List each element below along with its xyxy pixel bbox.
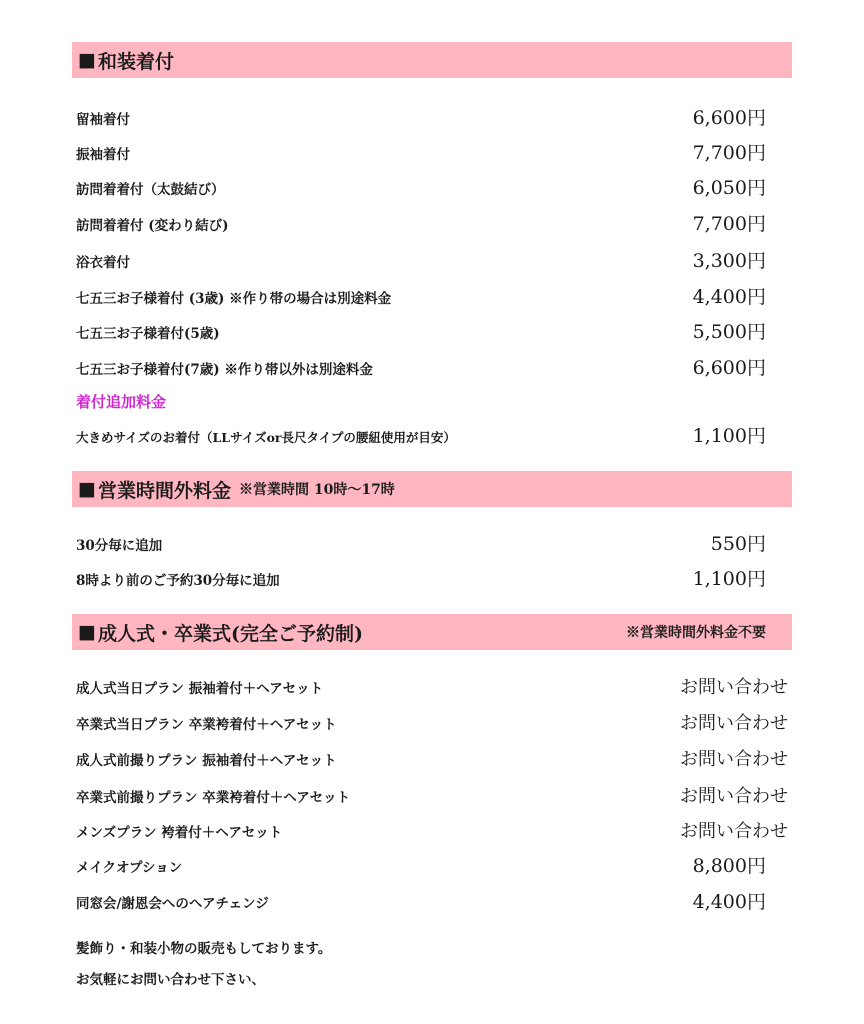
square-bullet: ■ <box>78 49 96 71</box>
item-name: メンズプラン 袴着付＋ヘアセット <box>76 825 283 841</box>
price-row <box>76 102 766 132</box>
item-price: 4,400円 <box>692 286 766 308</box>
price-row <box>76 281 766 311</box>
price-row <box>76 245 766 275</box>
item-name: 30分毎に追加 <box>76 538 163 554</box>
item-name: 七五三お子様着付 (3歳) ※作り帯の場合は別途料金 <box>76 291 392 307</box>
item-name: 訪問着着付 (変わり結び) <box>76 218 229 234</box>
footer-note-line1: 髪飾り・和装小物の販売もしております。 <box>76 941 332 957</box>
item-name: メイクオプション <box>76 860 183 876</box>
price-row <box>76 815 788 845</box>
section-note: ※営業時間外料金不要 <box>626 625 766 641</box>
price-row <box>76 352 766 382</box>
item-price: 4,400円 <box>692 891 766 913</box>
price-row <box>76 137 766 167</box>
square-bullet: ■ <box>78 478 96 500</box>
section-subtitle: ※営業時間 10時〜17時 <box>238 482 395 498</box>
item-price: 6,050円 <box>692 177 766 199</box>
section-header-overtime <box>72 471 792 507</box>
item-price: 5,500円 <box>692 321 766 343</box>
item-price: 7,700円 <box>692 213 766 235</box>
price-row <box>76 780 788 810</box>
item-name: 七五三お子様着付(7歳) ※作り帯以外は別途料金 <box>76 362 373 378</box>
item-price: 1,100円 <box>692 568 766 590</box>
item-price: 6,600円 <box>692 107 766 129</box>
section-title: 成人式・卒業式(完全ご予約制) <box>97 622 363 645</box>
item-name: 大きめサイズのお着付（LLサイズor長尺タイプの腰紐使用が目安） <box>76 430 456 445</box>
price-row <box>76 316 766 346</box>
item-name: 成人式当日プラン 振袖着付＋ヘアセット <box>76 681 324 697</box>
item-name: 8時より前のご予約30分毎に追加 <box>76 573 280 589</box>
item-name: 訪問着着付（太鼓結び） <box>76 182 225 198</box>
price-row <box>76 172 766 202</box>
price-row <box>76 850 766 880</box>
item-name: 卒業式前撮りプラン 卒業袴着付＋ヘアセット <box>76 790 351 806</box>
section-header-wasou <box>72 42 792 78</box>
item-price: お問い合わせ <box>680 677 788 698</box>
price-row <box>76 671 788 701</box>
item-price: お問い合わせ <box>680 821 788 842</box>
price-row <box>76 528 766 558</box>
section-title: 和装着付 <box>97 50 174 73</box>
item-price: 1,100円 <box>692 425 766 447</box>
section-header-ceremony <box>72 614 792 650</box>
item-name: 卒業式当日プラン 卒業袴着付＋ヘアセット <box>76 717 337 733</box>
item-price: 7,700円 <box>692 142 766 164</box>
item-price: 550円 <box>710 533 766 555</box>
item-name: 七五三お子様着付(5歳) <box>76 326 220 342</box>
item-price: お問い合わせ <box>680 749 788 770</box>
price-row <box>76 563 766 593</box>
item-name: 留袖着付 <box>76 112 130 128</box>
item-name: 浴衣着付 <box>76 255 130 271</box>
item-name: 成人式前撮りプラン 振袖着付＋ヘアセット <box>76 753 337 769</box>
square-bullet: ■ <box>78 621 96 643</box>
price-row <box>76 420 766 450</box>
item-price: 8,800円 <box>692 855 766 877</box>
item-name: 同窓会/謝恩会へのヘアチェンジ <box>76 896 269 912</box>
price-row <box>76 743 788 773</box>
item-price: 6,600円 <box>692 357 766 379</box>
section-title: 営業時間外料金 <box>97 479 231 502</box>
item-price: お問い合わせ <box>680 713 788 734</box>
item-price: 3,300円 <box>692 250 766 272</box>
extra-fee-label: 着付追加料金 <box>76 393 167 411</box>
item-name: 振袖着付 <box>76 147 130 163</box>
price-row <box>76 208 766 238</box>
item-price: お問い合わせ <box>680 786 788 807</box>
footer-note-line2: お気軽にお問い合わせ下さい、 <box>76 972 265 988</box>
price-row <box>76 707 788 737</box>
price-row <box>76 886 766 916</box>
